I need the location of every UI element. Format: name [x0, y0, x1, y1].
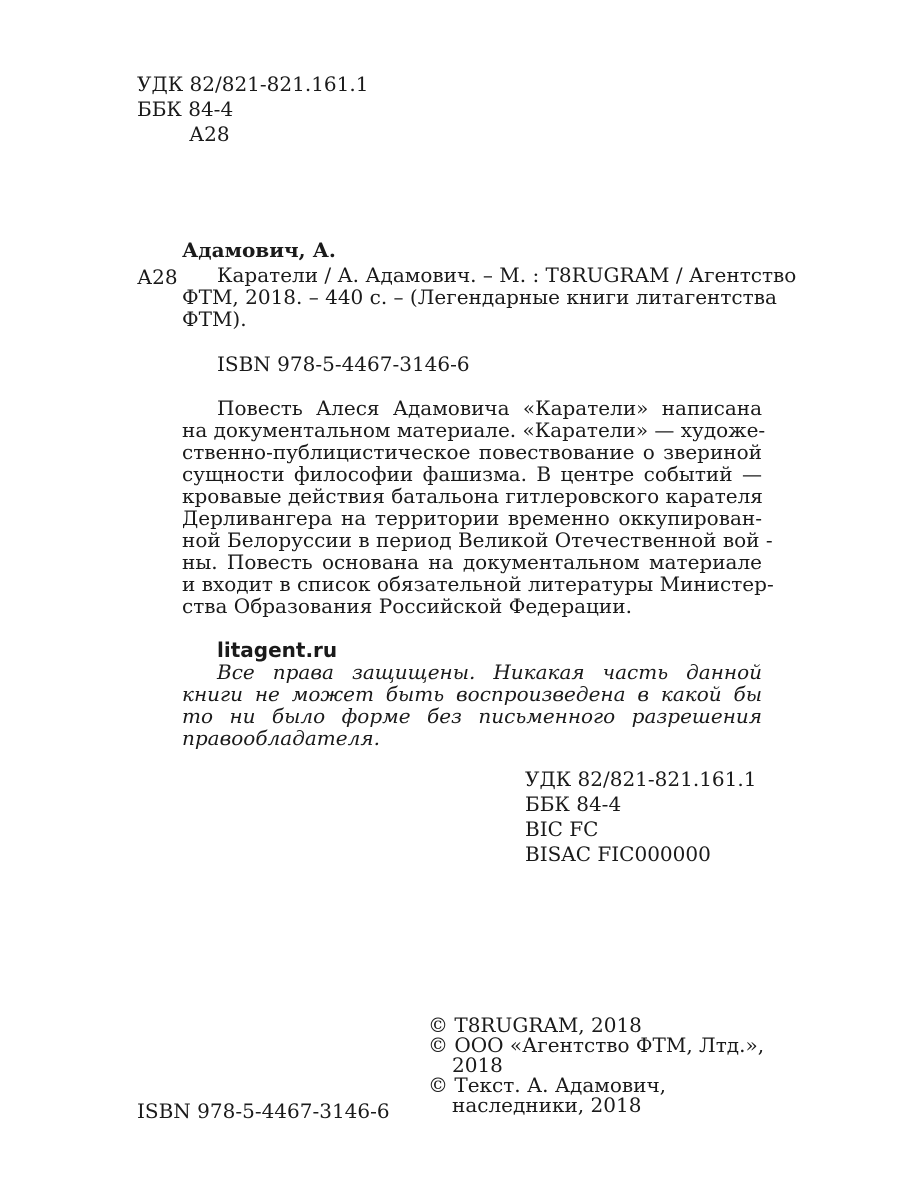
- author-cipher: А28: [189, 122, 230, 146]
- bic-code: BIC FC: [525, 817, 599, 841]
- copyright-line: © ООО «Агентство ФТМ, Лтд.»,: [428, 1033, 765, 1057]
- rights-line: то ни было форме без письменного разрешения: [182, 704, 762, 728]
- copyright-block: [428, 1015, 764, 1115]
- abstract-line: ны. Повесть основана на документальном материале: [182, 550, 762, 574]
- abstract-line: ственно-публицистическое повествование о звериной: [182, 440, 762, 464]
- copyright-line: наследники, 2018: [452, 1093, 642, 1117]
- bibliographic-description: [182, 263, 797, 331]
- record-cipher: А28: [137, 265, 178, 289]
- abstract-line: Дерливангера на территории временно оккупирован-: [182, 506, 762, 530]
- isbn-record: ISBN 978-5-4467-3146-6: [217, 352, 470, 376]
- abstract-line: ной Белоруссии в период Великой Отечественной вой -: [182, 528, 773, 552]
- bisac-code: BISAC FIC000000: [525, 842, 711, 866]
- copyright-line: © Текст. А. Адамович,: [428, 1073, 667, 1097]
- udk-code: УДК 82/821-821.161.1: [137, 72, 369, 96]
- isbn-footer: ISBN 978-5-4467-3146-6: [137, 1099, 390, 1123]
- udk-code: УДК 82/821-821.161.1: [525, 767, 757, 791]
- bbk-code: ББК 84-4: [137, 97, 234, 121]
- copyright-line: 2018: [452, 1053, 503, 1077]
- rights-line: Все права защищены. Никакая часть данной: [217, 660, 762, 684]
- classification-codes-top: [137, 72, 368, 147]
- classification-codes-right: [525, 767, 756, 867]
- biblio-line: ФТМ).: [182, 307, 247, 331]
- abstract-line: Повесть Алеся Адамовича «Каратели» написана: [217, 396, 762, 420]
- abstract-paragraph: [182, 396, 774, 618]
- website: litagent.ru: [217, 638, 338, 662]
- rights-line: книги не может быть воспроизведена в какой бы: [182, 682, 762, 706]
- bbk-code: ББК 84-4: [525, 792, 622, 816]
- copyright-line: © T8RUGRAM, 2018: [428, 1013, 642, 1037]
- abstract-line: ства Образования Российской Федерации.: [182, 594, 632, 618]
- abstract-line: кровавые действия батальона гитлеровского карателя: [182, 484, 763, 508]
- rights-line: правообладателя.: [182, 726, 380, 750]
- abstract-line: сущности философии фашизма. В центре событий —: [182, 462, 762, 486]
- biblio-line: ФТМ, 2018. – 440 с. – (Легендарные книги литагентства: [182, 285, 777, 309]
- rights-notice: [182, 661, 762, 749]
- abstract-line: и входит в список обязательной литературы Министер-: [182, 572, 774, 596]
- author-heading: Адамович, А.: [182, 238, 336, 262]
- biblio-line: Каратели / А. Адамович. – М. : T8RUGRAM / Агентство: [217, 263, 797, 287]
- abstract-line: на документальном материале. «Каратели» — художе-: [182, 418, 766, 442]
